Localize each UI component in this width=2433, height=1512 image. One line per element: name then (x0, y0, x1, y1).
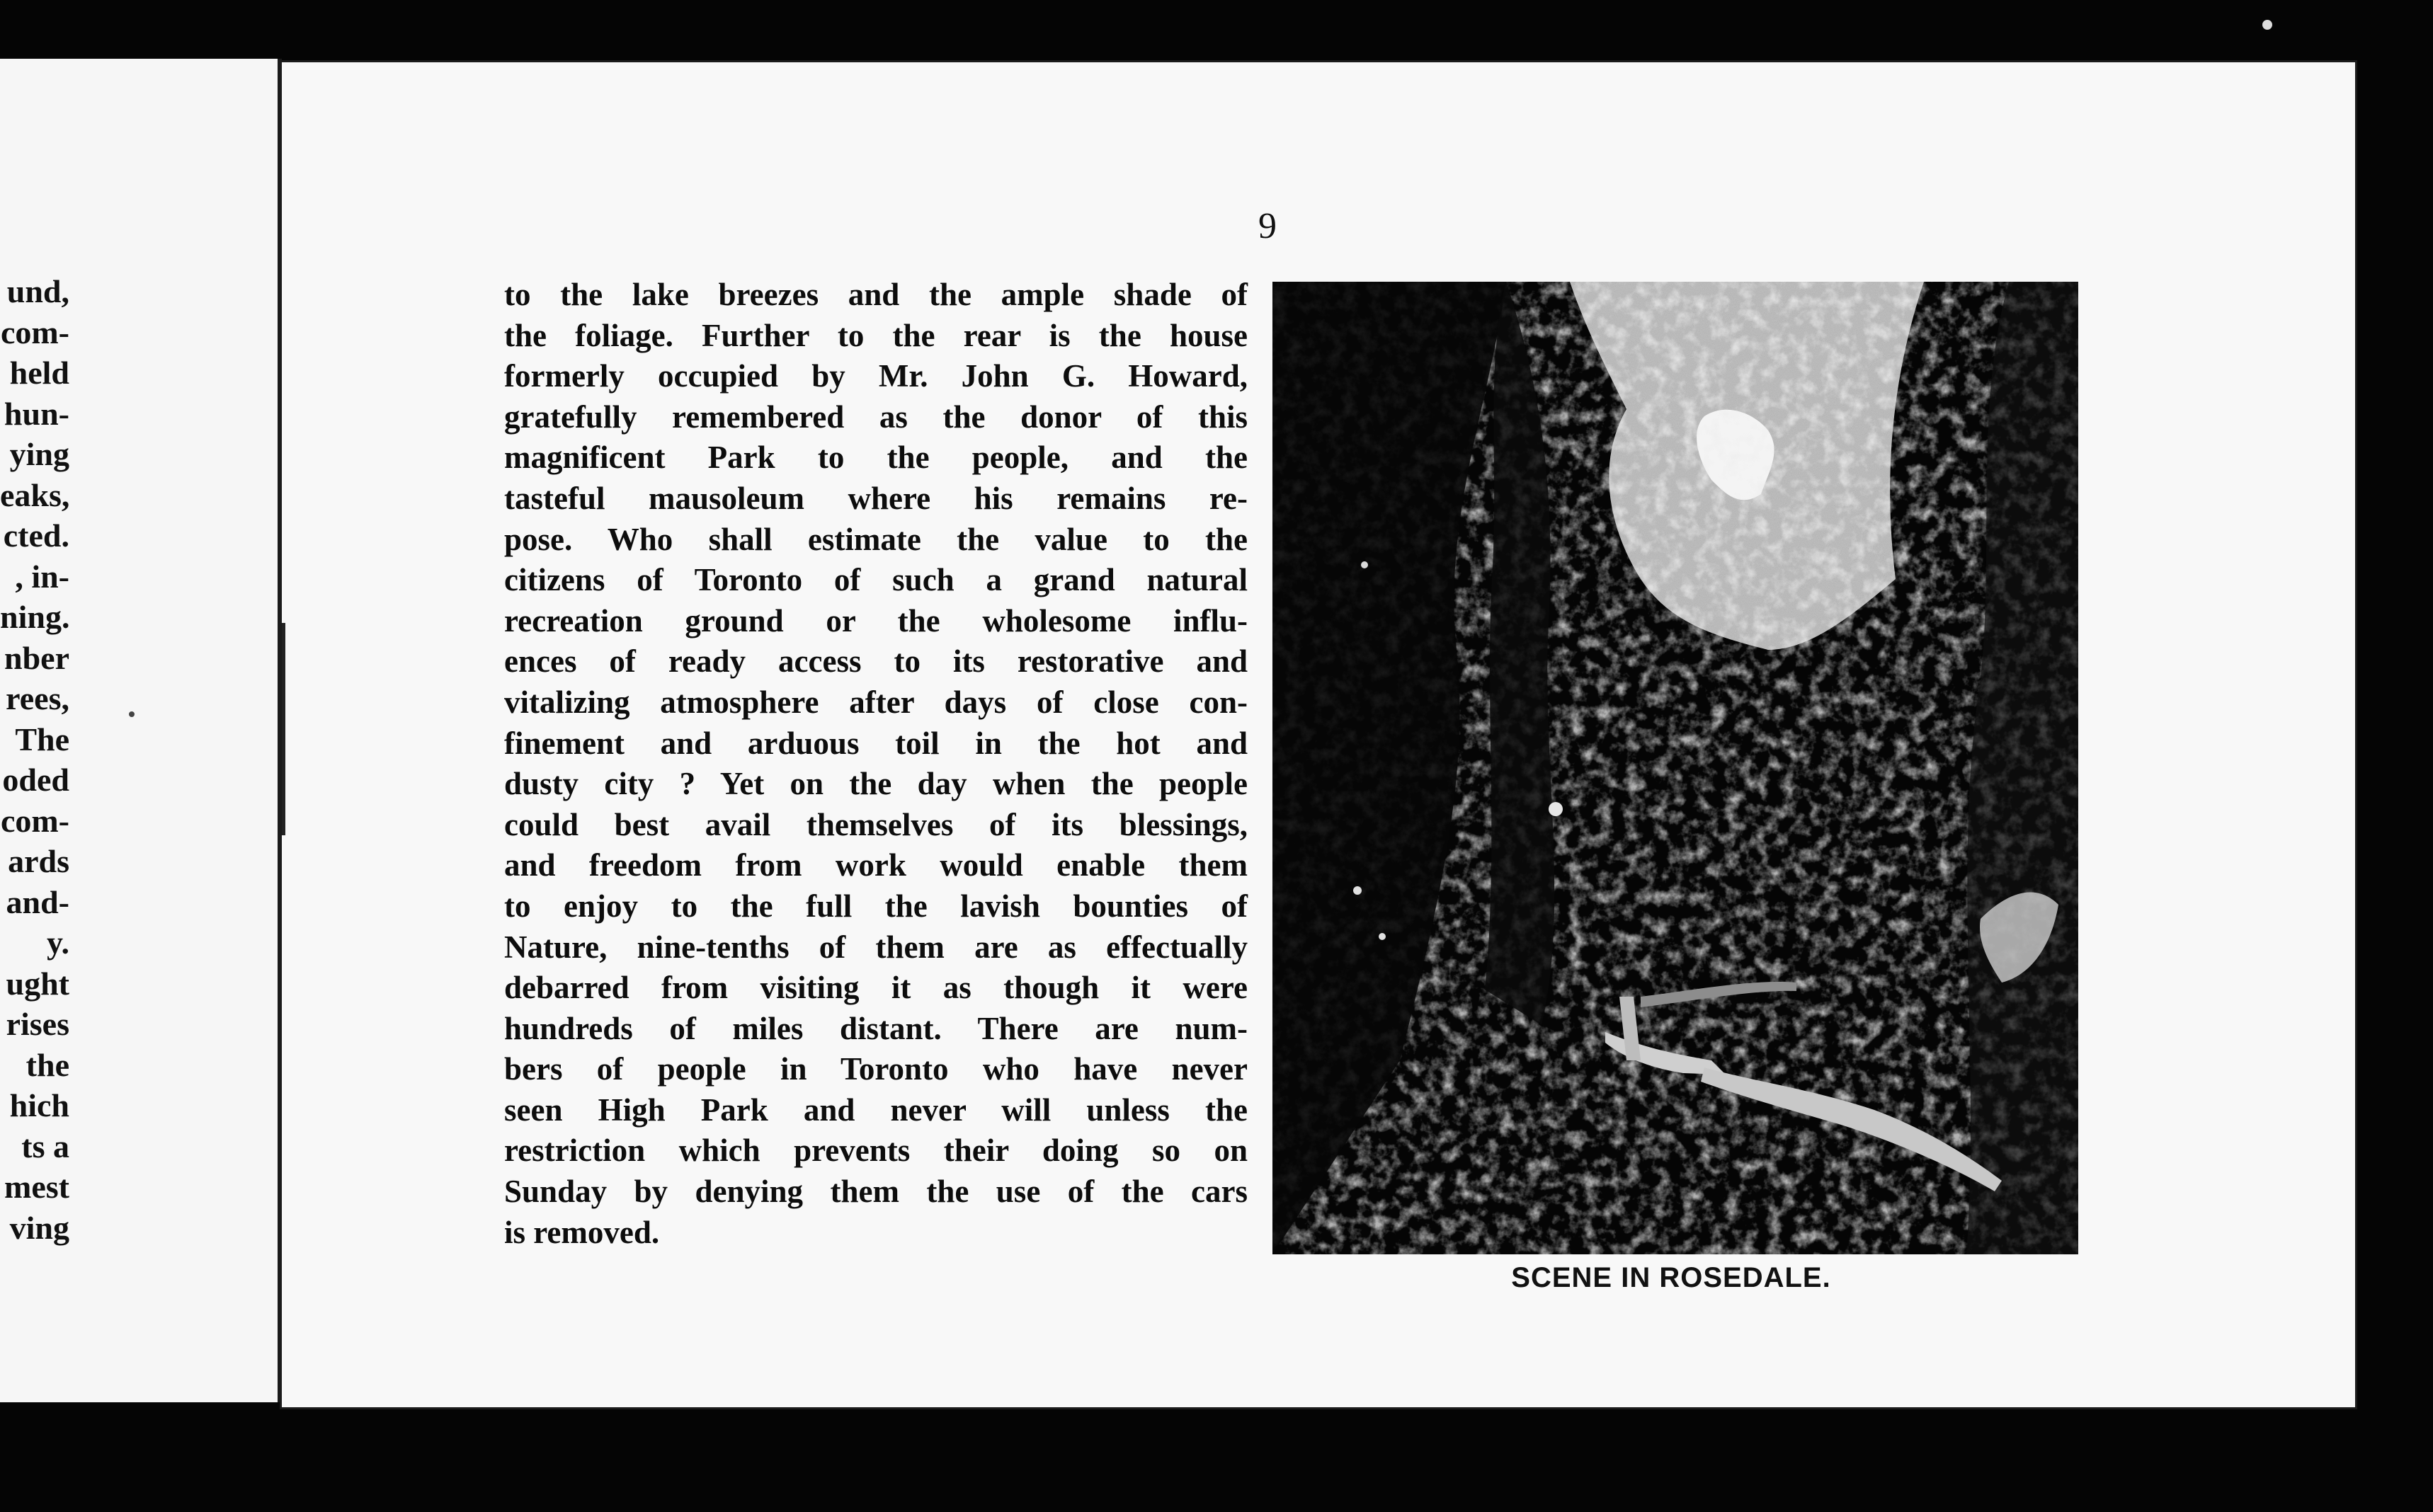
body-text-line: seen High Park and never will unless the (504, 1092, 1248, 1128)
body-text-line: to enjoy to the full the lavish bounties of (504, 888, 1248, 924)
left-page-line: cted. (3, 517, 69, 554)
left-page-line: ards (8, 843, 69, 879)
left-page-line: ts a (21, 1128, 69, 1164)
body-text-line: Nature, nine-tenths of them are as effectually (504, 929, 1248, 965)
left-page-line: y. (47, 924, 69, 961)
left-page-line: ning. (0, 599, 70, 635)
left-page (0, 59, 282, 1402)
body-text-column (504, 275, 1248, 1253)
body-text-line: citizens of Toronto of such a grand natural (504, 562, 1248, 598)
left-page-line: oded (2, 762, 69, 798)
body-text-line: pose. Who shall estimate the value to the (504, 521, 1248, 557)
scan-speck (129, 711, 135, 717)
body-text-line: bers of people in Toronto who have never (504, 1051, 1248, 1087)
scan-speck (2262, 20, 2272, 30)
left-page-line: hun- (4, 395, 69, 432)
left-page-line: com- (0, 802, 69, 839)
left-page-line: nber (4, 639, 69, 676)
photo-caption: SCENE IN ROSEDALE. (1511, 1262, 1831, 1293)
left-page-line: ving (9, 1209, 69, 1246)
left-page-line: The (15, 721, 69, 757)
body-text-line: hundreds of miles distant. There are num- (504, 1010, 1248, 1046)
left-page-line: the (25, 1046, 69, 1083)
body-text-line: tasteful mausoleum where his remains re- (504, 480, 1248, 516)
left-page-line: mest (4, 1169, 69, 1205)
left-page-line: rees, (6, 680, 69, 716)
body-text-line: finement and arduous toil in the hot and (504, 725, 1248, 761)
body-text-line: to the lake breezes and the ample shade of (504, 277, 1248, 312)
left-page-line: com- (0, 314, 69, 350)
left-page-line: held (9, 355, 69, 391)
body-text-line: vitalizing atmosphere after days of close con- (504, 684, 1248, 720)
body-text-line: ences of ready access to its restorative and (504, 643, 1248, 680)
left-page-line: eaks, (0, 476, 70, 513)
body-text-line: Sunday by denying them the use of the cars (504, 1174, 1248, 1210)
body-text-line: could best avail themselves of its blessings, (504, 806, 1248, 842)
left-page-line: and- (6, 883, 69, 920)
left-page-line: und, (6, 273, 69, 309)
left-page-line: ying (9, 436, 69, 472)
body-text-line: and freedom from work would enable them (504, 847, 1248, 883)
body-text-line: restriction which prevents their doing so on (504, 1133, 1248, 1169)
left-page-line: hich (9, 1087, 69, 1123)
left-page-line: rises (6, 1006, 69, 1042)
body-text-line: formerly occupied by Mr. John G. Howard, (504, 358, 1248, 394)
body-text-line: gratefully remembered as the donor of this (504, 399, 1248, 435)
body-text-line: the foliage. Further to the rear is the house (504, 317, 1248, 353)
body-text-line: is removed. (504, 1214, 660, 1250)
left-page-line: , in- (15, 558, 69, 595)
left-page-line: ught (6, 965, 69, 1002)
body-text-line: recreation ground or the wholesome influ- (504, 602, 1248, 638)
body-text-line: debarred from visiting it as though it were (504, 970, 1248, 1006)
page-number: 9 (1258, 206, 1277, 246)
photo-illustration (1272, 282, 2078, 1254)
body-text-line: magnificent Park to the people, and the (504, 440, 1248, 476)
rosedale-photograph (1272, 282, 2078, 1254)
left-page-text-fragments (0, 271, 69, 1248)
body-text-line: dusty city ? Yet on the day when the people (504, 766, 1248, 802)
page-gutter (282, 623, 285, 835)
